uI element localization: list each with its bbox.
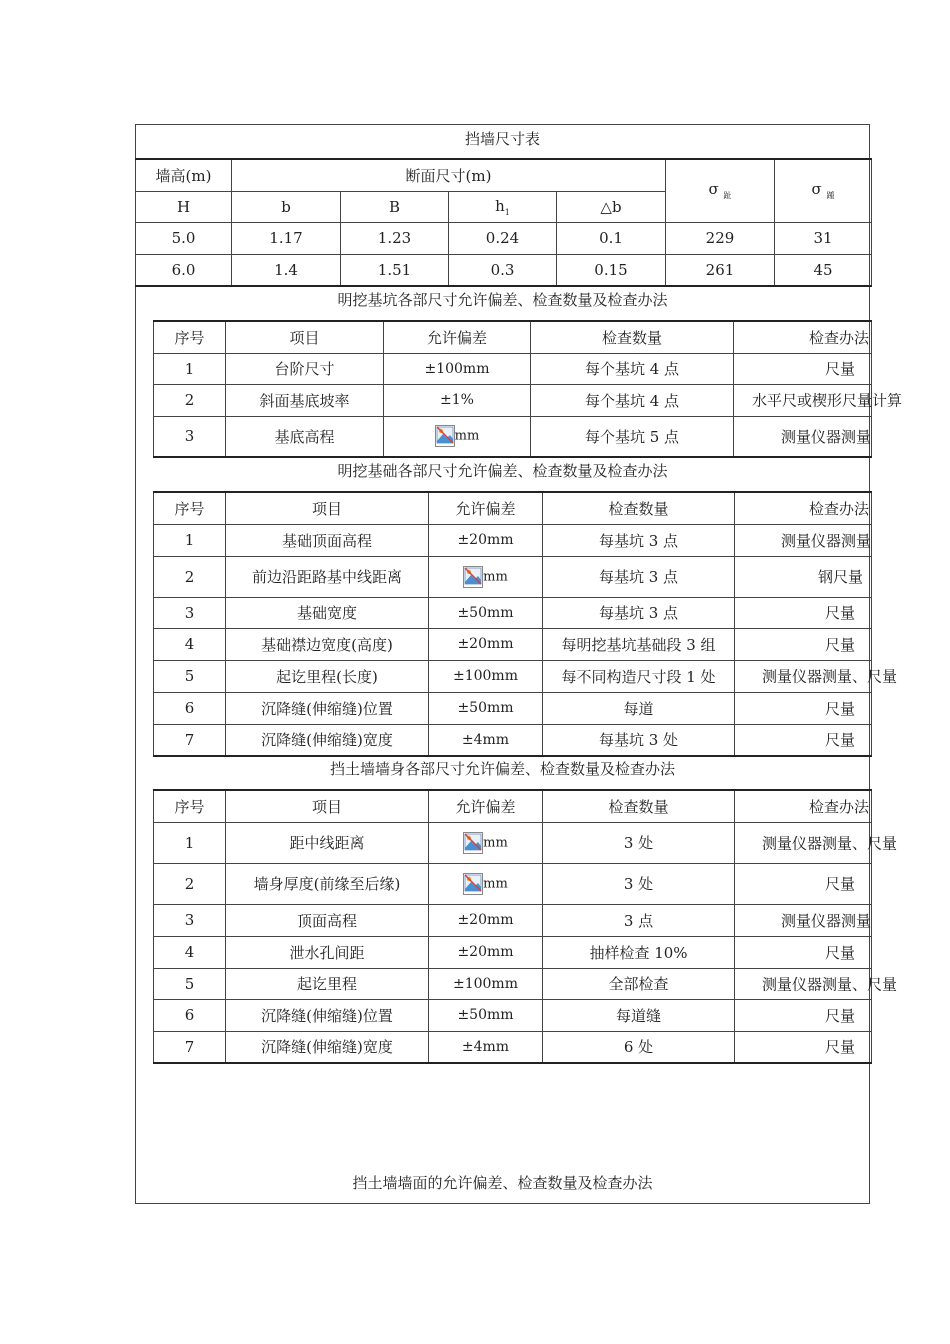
cell: 顶面高程 bbox=[226, 904, 429, 936]
header-tolerance: 允许偏差 bbox=[429, 790, 543, 822]
table-row bbox=[154, 724, 872, 756]
cell: 0.1 bbox=[557, 222, 666, 254]
cell: 2 bbox=[154, 556, 226, 597]
broken-image-icon bbox=[435, 425, 455, 447]
cell: 每道缝 bbox=[543, 999, 735, 1031]
header-delta-b: △b bbox=[557, 191, 666, 222]
cell: 测量仪器测量、尺量 bbox=[735, 822, 872, 863]
header-tolerance: 允许偏差 bbox=[429, 492, 543, 524]
header-B: B bbox=[341, 191, 449, 222]
header-item: 项目 bbox=[226, 321, 384, 353]
cell: 每基坑 3 点 bbox=[543, 556, 735, 597]
cell: 6 bbox=[154, 692, 226, 724]
cell: 0.24 bbox=[449, 222, 557, 254]
cell: 3 处 bbox=[543, 863, 735, 904]
cell: mm bbox=[429, 822, 543, 863]
cell: 钢尺量 bbox=[735, 556, 872, 597]
cell: 1 bbox=[154, 524, 226, 556]
cell: ±1% bbox=[384, 384, 531, 416]
cell: 尺量 bbox=[735, 936, 872, 968]
cell: 1.4 bbox=[232, 254, 341, 286]
cell: 6.0 bbox=[136, 254, 232, 286]
cell: 1.17 bbox=[232, 222, 341, 254]
cell: ±20mm bbox=[429, 628, 543, 660]
cell: 尺量 bbox=[734, 353, 872, 384]
header-b: b bbox=[232, 191, 341, 222]
cell: 全部检查 bbox=[543, 968, 735, 999]
table2-title: 明挖基坑各部尺寸允许偏差、检查数量及检查办法 bbox=[337, 291, 668, 309]
header-item: 项目 bbox=[226, 790, 429, 822]
cell: 起讫里程 bbox=[226, 968, 429, 999]
table-row bbox=[154, 384, 872, 416]
cell: 尺量 bbox=[735, 597, 872, 628]
cell: 基底高程 bbox=[226, 416, 384, 457]
cell: 沉降缝(伸缩缝)位置 bbox=[226, 999, 429, 1031]
cell: 水平尺或楔形尺量计算 bbox=[734, 384, 872, 416]
cell: 尺量 bbox=[735, 628, 872, 660]
table-row bbox=[154, 353, 872, 384]
cell: 2 bbox=[154, 384, 226, 416]
cell: 测量仪器测量 bbox=[735, 524, 872, 556]
table-row bbox=[154, 904, 872, 936]
cell: 0.3 bbox=[449, 254, 557, 286]
table-row bbox=[154, 968, 872, 999]
cell: 3 bbox=[154, 904, 226, 936]
cell: 每个基坑 5 点 bbox=[531, 416, 734, 457]
cell: 基础宽度 bbox=[226, 597, 429, 628]
cell: 斜面基底坡率 bbox=[226, 384, 384, 416]
cell: ±100mm bbox=[429, 660, 543, 692]
table-row bbox=[154, 863, 872, 904]
table-row bbox=[154, 692, 872, 724]
table-row bbox=[154, 1031, 872, 1063]
cell: 3 bbox=[154, 597, 226, 628]
table-row bbox=[154, 822, 872, 863]
cell: 每个基坑 4 点 bbox=[531, 384, 734, 416]
table-row bbox=[154, 524, 872, 556]
broken-image-icon bbox=[463, 832, 483, 854]
cell: 测量仪器测量 bbox=[734, 416, 872, 457]
cell: 尺量 bbox=[735, 692, 872, 724]
header-index: 序号 bbox=[154, 492, 226, 524]
cell: ±20mm bbox=[429, 936, 543, 968]
sigma-toe-header: σ $_趾$ bbox=[666, 159, 775, 222]
cell: 0.15 bbox=[557, 254, 666, 286]
table3-title: 明挖基础各部尺寸允许偏差、检查数量及检查办法 bbox=[337, 462, 668, 480]
cell: 每不同构造尺寸段 1 处 bbox=[543, 660, 735, 692]
cell: 每个基坑 4 点 bbox=[531, 353, 734, 384]
cell: 229 bbox=[666, 222, 775, 254]
wall-body-table bbox=[153, 789, 898, 1064]
cell: 3 bbox=[154, 416, 226, 457]
header-H: H bbox=[136, 191, 232, 222]
table-row bbox=[154, 556, 872, 597]
broken-image-icon bbox=[463, 566, 483, 588]
table4-title: 挡土墙墙身各部尺寸允许偏差、检查数量及检查办法 bbox=[329, 760, 675, 778]
wall-height-header: 墙高(m) bbox=[136, 159, 232, 191]
cell: 每基坑 3 处 bbox=[543, 724, 735, 756]
cell: 5 bbox=[154, 660, 226, 692]
cell: 测量仪器测量、尺量 bbox=[735, 968, 872, 999]
cell: ±4mm bbox=[429, 1031, 543, 1063]
cell: 尺量 bbox=[735, 724, 872, 756]
cell: ±50mm bbox=[429, 999, 543, 1031]
cell: mm bbox=[429, 556, 543, 597]
footer-title: 挡土墙墙面的允许偏差、检查数量及检查办法 bbox=[352, 1174, 653, 1192]
cell: 测量仪器测量、尺量 bbox=[735, 660, 872, 692]
table-row bbox=[154, 999, 872, 1031]
table-row bbox=[154, 936, 872, 968]
cell: ±100mm bbox=[429, 968, 543, 999]
cell: 1.23 bbox=[341, 222, 449, 254]
table-row bbox=[154, 597, 872, 628]
cell: 7 bbox=[154, 724, 226, 756]
cell: 261 bbox=[666, 254, 775, 286]
cell: 测量仪器测量 bbox=[735, 904, 872, 936]
header-method: 检查办法 bbox=[734, 321, 872, 353]
cell: 泄水孔间距 bbox=[226, 936, 429, 968]
cell: 1 bbox=[154, 822, 226, 863]
header-method: 检查办法 bbox=[735, 492, 872, 524]
header-index: 序号 bbox=[154, 321, 226, 353]
cell: ±50mm bbox=[429, 692, 543, 724]
cell: 3 处 bbox=[543, 822, 735, 863]
cell: 5.0 bbox=[136, 222, 232, 254]
cell: 沉降缝(伸缩缝)宽度 bbox=[226, 1031, 429, 1063]
cell: 31 bbox=[775, 222, 872, 254]
cell: 6 处 bbox=[543, 1031, 735, 1063]
cell: 6 bbox=[154, 999, 226, 1031]
header-quantity: 检查数量 bbox=[543, 492, 735, 524]
cell: 每明挖基坑基础段 3 组 bbox=[543, 628, 735, 660]
cell: 4 bbox=[154, 936, 226, 968]
wall-dimension-table bbox=[135, 158, 872, 287]
table-row bbox=[154, 628, 872, 660]
cell: 7 bbox=[154, 1031, 226, 1063]
cell: 5 bbox=[154, 968, 226, 999]
section-size-header: 断面尺寸(m) bbox=[232, 159, 666, 191]
cell: 基础襟边宽度(高度) bbox=[226, 628, 429, 660]
cell: 1 bbox=[154, 353, 226, 384]
cell: 1.51 bbox=[341, 254, 449, 286]
table-row bbox=[154, 660, 872, 692]
foundation-table bbox=[153, 491, 898, 757]
cell: 起讫里程(长度) bbox=[226, 660, 429, 692]
cell: 距中线距离 bbox=[226, 822, 429, 863]
cell: ±100mm bbox=[384, 353, 531, 384]
sigma-heel-header: σ $_踵$ bbox=[775, 159, 872, 222]
cell: 沉降缝(伸缩缝)宽度 bbox=[226, 724, 429, 756]
table1-title: 挡墙尺寸表 bbox=[464, 130, 540, 148]
table-row bbox=[154, 416, 872, 457]
cell: 墙身厚度(前缘至后缘) bbox=[226, 863, 429, 904]
cell: 4 bbox=[154, 628, 226, 660]
cell: 每基坑 3 点 bbox=[543, 524, 735, 556]
header-method: 检查办法 bbox=[735, 790, 872, 822]
table-row bbox=[136, 254, 872, 286]
cell: 台阶尺寸 bbox=[226, 353, 384, 384]
header-item: 项目 bbox=[226, 492, 429, 524]
cell: 沉降缝(伸缩缝)位置 bbox=[226, 692, 429, 724]
cell: 每道 bbox=[543, 692, 735, 724]
header-quantity: 检查数量 bbox=[531, 321, 734, 353]
cell: ±4mm bbox=[429, 724, 543, 756]
cell: 3 点 bbox=[543, 904, 735, 936]
cell: 每基坑 3 点 bbox=[543, 597, 735, 628]
cell: 尺量 bbox=[735, 863, 872, 904]
cell: ±20mm bbox=[429, 904, 543, 936]
header-tolerance: 允许偏差 bbox=[384, 321, 531, 353]
header-index: 序号 bbox=[154, 790, 226, 822]
cell: 尺量 bbox=[735, 999, 872, 1031]
cell: 抽样检查 10% bbox=[543, 936, 735, 968]
table-row bbox=[136, 222, 872, 254]
header-h1: $h_1$ bbox=[449, 191, 557, 222]
cell: ±20mm bbox=[429, 524, 543, 556]
cell: 45 bbox=[775, 254, 872, 286]
foundation-pit-table bbox=[153, 320, 903, 458]
cell: mm bbox=[384, 416, 531, 457]
cell: 2 bbox=[154, 863, 226, 904]
cell: mm bbox=[429, 863, 543, 904]
header-quantity: 检查数量 bbox=[543, 790, 735, 822]
cell: 前边沿距路基中线距离 bbox=[226, 556, 429, 597]
broken-image-icon bbox=[463, 873, 483, 895]
cell: 基础顶面高程 bbox=[226, 524, 429, 556]
cell: 尺量 bbox=[735, 1031, 872, 1063]
cell: ±50mm bbox=[429, 597, 543, 628]
